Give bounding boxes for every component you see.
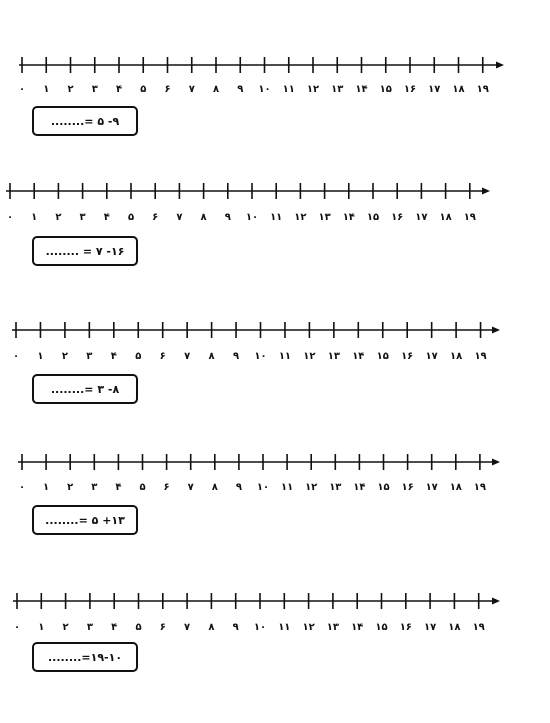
number-line-1 <box>19 57 504 95</box>
tick-label: ۱۰ <box>253 622 267 633</box>
arrowhead-icon <box>492 459 500 466</box>
tick-label: ۶ <box>159 351 166 362</box>
tick-label: ۱۵ <box>375 622 388 633</box>
tick-label: ۱۲ <box>306 84 320 95</box>
tick-label: ۹ <box>224 212 231 223</box>
tick-label: ۱۱ <box>278 351 292 362</box>
tick-label: ۸ <box>208 622 215 633</box>
tick-label: ۷ <box>188 84 195 95</box>
number-line-5 <box>13 593 500 633</box>
tick-label: ۲ <box>55 212 62 223</box>
tick-label: ۱۹ <box>473 482 487 493</box>
tick-label: ۷ <box>184 622 191 633</box>
tick-label: ۴ <box>111 622 118 633</box>
tick-label: ۱۸ <box>439 212 452 223</box>
number-line-3 <box>12 322 500 362</box>
tick-label: ۱۰ <box>258 84 271 95</box>
problem-expression-5: ۱۹-۱۰=........ <box>47 650 123 664</box>
tick-label: ۱۹ <box>472 622 485 633</box>
tick-label: ۱۴ <box>352 351 365 362</box>
tick-label: ۰ <box>18 84 26 95</box>
tick-label: ۴ <box>110 351 117 362</box>
problem-expression-1: ۹- ۵ =........ <box>50 114 120 128</box>
tick-label: ۹ <box>237 84 244 95</box>
arrowhead-icon <box>496 62 504 69</box>
tick-label: ۱۴ <box>342 212 355 223</box>
tick-label: ۶ <box>164 84 171 95</box>
tick-label: ۳ <box>86 622 93 633</box>
tick-label: ۵ <box>139 482 146 493</box>
answer-box-1[interactable] <box>32 106 138 136</box>
tick-label: ۷ <box>187 482 194 493</box>
tick-label: ۱۶ <box>401 351 414 362</box>
tick-label: ۴ <box>115 84 123 95</box>
tick-label: ۱۹ <box>463 212 476 223</box>
arrowhead-icon <box>492 327 500 334</box>
tick-label: ۱۳ <box>329 482 342 493</box>
tick-label: ۱۰ <box>256 482 270 493</box>
tick-label: ۸ <box>208 351 215 362</box>
tick-label: ۱۱ <box>278 622 291 633</box>
tick-label: ۵ <box>127 212 135 223</box>
tick-label: ۱ <box>37 351 44 362</box>
tick-label: ۱۷ <box>425 351 438 362</box>
tick-label: ۱۲ <box>302 622 315 633</box>
answer-box-5[interactable] <box>32 642 138 672</box>
tick-label: ۱۵ <box>377 482 390 493</box>
arrowhead-icon <box>482 188 490 195</box>
answer-box-2[interactable] <box>32 236 138 266</box>
tick-label: ۱۵ <box>376 351 389 362</box>
tick-label: ۱۷ <box>425 482 438 493</box>
tick-label: ۱ <box>43 84 50 95</box>
tick-label: ۱۷ <box>423 622 437 633</box>
tick-label: ۳ <box>86 351 93 362</box>
tick-label: ۱۳ <box>326 622 340 633</box>
tick-label: ۰ <box>18 482 26 493</box>
tick-label: ۸ <box>211 482 218 493</box>
tick-label: ۱۸ <box>449 482 462 493</box>
tick-label: ۸ <box>212 84 220 95</box>
tick-label: ۹ <box>232 622 239 633</box>
tick-label: ۱۱ <box>280 482 294 493</box>
tick-label: ۸ <box>200 212 207 223</box>
tick-label: ۵ <box>135 351 142 362</box>
tick-label: ۱۸ <box>452 84 465 95</box>
tick-label: ۱۲ <box>303 351 316 362</box>
tick-label: ۱۰ <box>245 212 259 223</box>
problem-expression-4: ۱۳+ ۵ =........ <box>45 513 125 527</box>
tick-label: ۴ <box>103 212 110 223</box>
tick-label: ۶ <box>163 482 170 493</box>
problem-expression-2: ۱۶- ۷ = ........ <box>45 244 125 258</box>
tick-label: ۷ <box>176 212 183 223</box>
tick-label: ۱۰ <box>254 351 267 362</box>
tick-label: ۱۶ <box>399 622 412 633</box>
tick-label: ۱۹ <box>476 84 489 95</box>
tick-label: ۹ <box>235 482 242 493</box>
tick-label: ۱۶ <box>403 84 417 95</box>
tick-label: ۰ <box>12 351 20 362</box>
tick-label: ۱۷ <box>428 84 441 95</box>
tick-label: ۱۱ <box>270 212 283 223</box>
tick-label: ۰ <box>6 212 14 223</box>
tick-label: ۱۷ <box>415 212 428 223</box>
tick-label: ۱۳ <box>327 351 340 362</box>
tick-label: ۱۵ <box>379 84 392 95</box>
tick-label: ۱۲ <box>305 482 318 493</box>
tick-label: ۹ <box>232 351 240 362</box>
tick-label: ۱ <box>31 212 38 223</box>
answer-box-4[interactable] <box>32 505 138 535</box>
tick-label: ۲ <box>67 84 74 95</box>
arrowhead-icon <box>492 598 500 605</box>
tick-label: ۱۶ <box>401 482 414 493</box>
tick-label: ۳ <box>79 212 86 223</box>
tick-label: ۱۴ <box>353 482 366 493</box>
tick-label: ۲ <box>67 482 74 493</box>
tick-label: ۷ <box>184 351 191 362</box>
tick-label: ۵ <box>140 84 147 95</box>
tick-label: ۱ <box>43 482 50 493</box>
tick-label: ۱۵ <box>366 212 380 223</box>
tick-label: ۶ <box>159 622 166 633</box>
answer-box-3[interactable] <box>32 374 138 404</box>
tick-label: ۱۶ <box>391 212 404 223</box>
tick-label: ۱۳ <box>331 84 344 95</box>
tick-label: ۵ <box>135 622 142 633</box>
tick-label: ۶ <box>152 212 159 223</box>
number-line-4 <box>18 454 500 493</box>
tick-label: ۱۸ <box>448 622 461 633</box>
tick-label: ۱۴ <box>355 84 368 95</box>
number-line-2 <box>6 183 490 223</box>
tick-label: ۰ <box>13 622 21 633</box>
problem-expression-3: ۸- ۳ =........ <box>50 382 120 396</box>
tick-label: ۲ <box>61 351 68 362</box>
tick-label: ۱۱ <box>282 84 295 95</box>
tick-label: ۴ <box>115 482 122 493</box>
tick-label: ۱۳ <box>318 212 331 223</box>
tick-label: ۳ <box>91 84 98 95</box>
tick-label: ۳ <box>91 482 98 493</box>
tick-label: ۱۴ <box>351 622 364 633</box>
tick-label: ۱۸ <box>449 351 463 362</box>
tick-label: ۱ <box>38 622 45 633</box>
tick-label: ۲ <box>62 622 69 633</box>
tick-label: ۱۲ <box>294 212 307 223</box>
tick-label: ۱۹ <box>474 351 487 362</box>
